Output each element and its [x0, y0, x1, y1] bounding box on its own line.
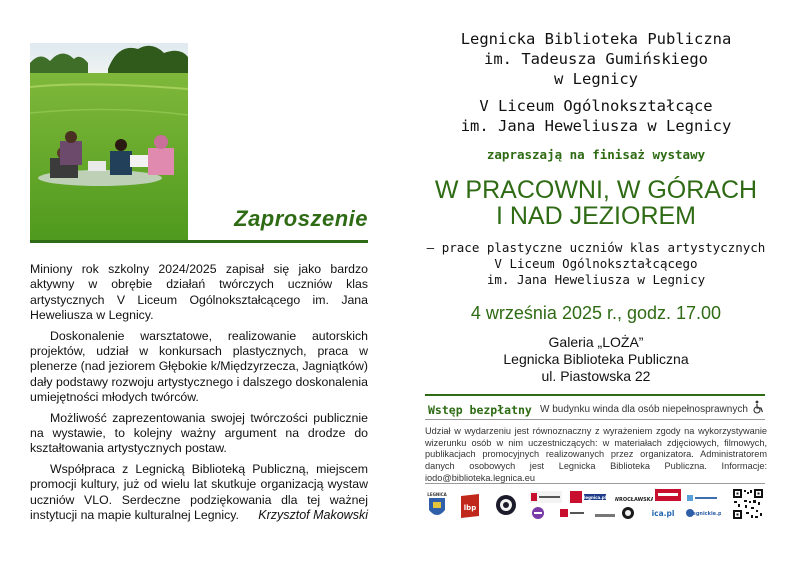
paragraph-2: Doskonalenie warsztatowe, realizowanie autorskich projektów, udział w konkursach plastycznych, praca w plenerze (nad jeziorem Głębokie k/Międzyrzecza, Jagniątków) dały podstawy rozwoju artystycznego i dalszego doskonalenia umiejętności młodych twórców.	[30, 328, 368, 405]
partner-logo-6	[560, 506, 584, 525]
heading-divider	[30, 240, 368, 243]
partner-logo-3	[655, 488, 681, 506]
info-divider	[425, 394, 765, 396]
partner-logo-5	[531, 506, 545, 525]
wroclawska-logo-text: WROCŁAWSKA	[615, 497, 653, 503]
subtitle-line-2: V Liceum Ogólnokształcącego	[494, 256, 698, 271]
elevator-note: W budynku winda dla osób niepełnosprawnych	[540, 404, 748, 415]
school-line-2: im. Jana Heweliusza w Legnicy	[460, 117, 732, 135]
plein-air-photo	[30, 43, 188, 240]
title-line-1: W PRACOWNI, W GÓRACH	[434, 176, 758, 204]
invitation-heading: Zaproszenie	[234, 206, 368, 231]
ica-logo-text: ica.pl	[651, 509, 675, 518]
consent-notice: Udział w wydarzeniu jest równoznaczny z wyrażeniem zgody na wykorzystywanie wizerunku osób w nim uczestniczących: w materiałach zdjęciowych, filmowych, publikacjach promocyjnych realizowanych przez organizatora. Administratorem danych osobowych jest Legnicka Biblioteka Publiczna. Informacje: iodo@biblioteka.legnica.eu	[425, 426, 767, 483]
subtitle-line-1: – prace plastyczne uczniów klas artystycznych	[426, 240, 766, 255]
venue-line-2: Legnicka Biblioteka Publiczna	[503, 351, 689, 367]
school-name	[420, 96, 772, 136]
legnica-crest-logo	[427, 490, 447, 525]
partner-logo-7	[595, 508, 615, 526]
legnickie-logo-text: legnickie.pl	[690, 511, 721, 517]
paragraph-1: Miniony rok szkolny 2024/2025 zapisał się jako bardzo aktywny w obrębie działań twórczych uczniów klas artystycznych V Liceum Ogólnokształcącego im. Jana Heweliusza w Legnicy.	[30, 262, 368, 323]
lbp-logo	[459, 492, 481, 525]
legnica-logo-text: LEGNICA	[427, 492, 447, 497]
lbp-logo-text: lbp	[463, 504, 477, 512]
paragraph-4: Współpraca z Legnicką Biblioteką Publiczną, miejscem promocji kultury, już od wielu lat skutkuje organizacją wystaw uczniów VLO. Serdeczne podziękowania dla tej ważnej instytucji na mapie kulturalnej Legnicy.	[30, 461, 368, 523]
invitation-text	[30, 262, 368, 529]
partner-logo-8	[621, 506, 635, 525]
title-line-2: I NAD JEZIOREM	[495, 202, 696, 230]
library-name	[420, 29, 772, 89]
partner-logo-2-text: legnica.pl	[584, 495, 606, 500]
free-entry: Wstęp bezpłatny	[428, 403, 532, 417]
venue-line-3: ul. Piastowska 22	[541, 368, 651, 384]
venue-line-1: Galeria „LOŻA”	[548, 334, 644, 350]
partner-logos	[425, 488, 767, 524]
exhibition-subtitle	[420, 240, 772, 288]
consent-divider-bottom	[425, 483, 765, 484]
signature: Krzysztof Makowski	[258, 508, 368, 522]
library-line-3: w Legnicy	[554, 70, 638, 88]
consent-divider-top	[425, 419, 765, 420]
event-date: 4 września 2025 r., godz. 17.00	[470, 303, 722, 323]
wheelchair-icon	[751, 400, 765, 414]
exhibition-title	[410, 177, 782, 229]
library-line-2: im. Tadeusza Gumińskiego	[484, 50, 708, 68]
school-emblem-logo	[495, 494, 517, 521]
ica-logo	[643, 506, 683, 525]
venue	[420, 334, 772, 385]
qr-code	[732, 488, 764, 525]
legnickie-logo	[685, 506, 721, 525]
subtitle-line-3: im. Jana Heweliusza w Legnicy	[486, 272, 706, 287]
school-line-1: V Liceum Ogólnokształcące	[479, 97, 713, 115]
invite-line: zapraszają na finisaż wystawy	[486, 147, 706, 162]
paragraph-3: Możliwość zaprezentowania swojej twórczości publicznie na wystawie, to kolejny ważny argument na drodze do kształtowania artystycznych postaw.	[30, 410, 368, 456]
library-line-1: Legnicka Biblioteka Publiczna	[460, 30, 732, 48]
